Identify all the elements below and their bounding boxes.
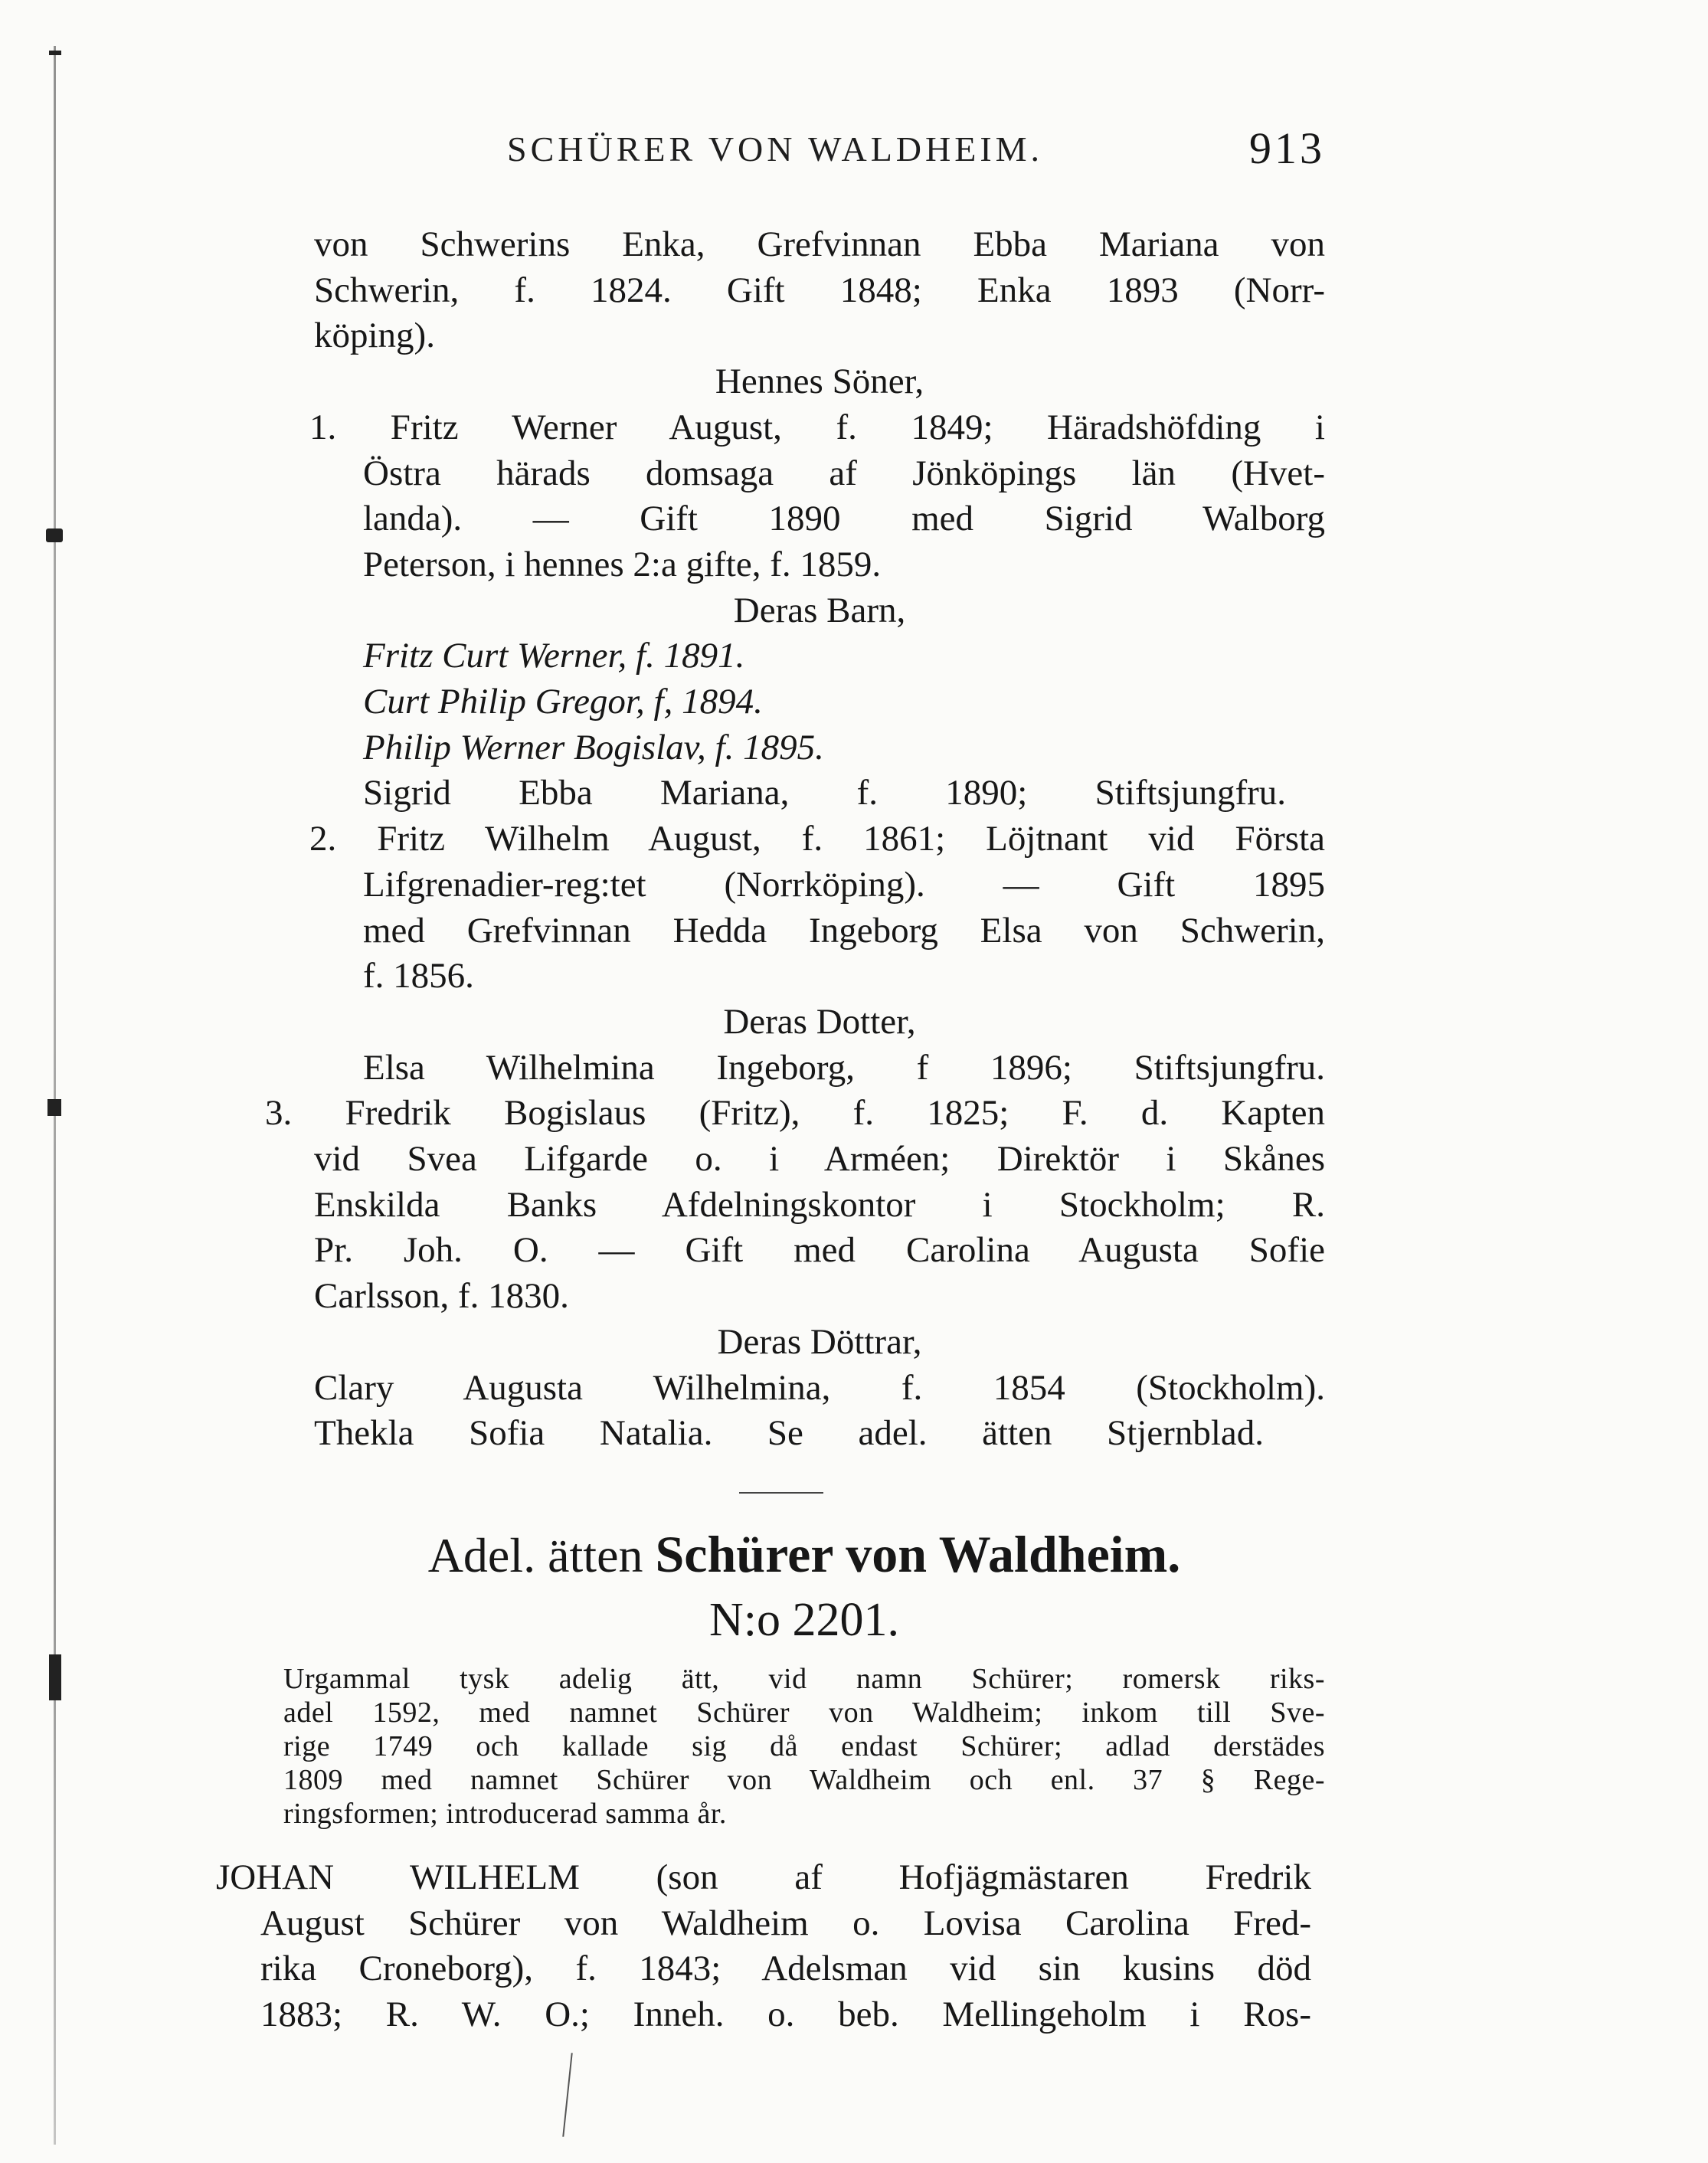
family-head-entry <box>216 1855 1311 2037</box>
intro-line: rige 1749 och kallade sig då endast Schürer; adlad derstädes <box>283 1730 1325 1762</box>
binding-edge <box>54 46 56 2145</box>
section-divider <box>739 1492 823 1494</box>
edge-mark <box>49 1654 61 1700</box>
edge-mark <box>47 1099 61 1116</box>
continued-genealogy <box>265 222 1325 1457</box>
edge-mark <box>49 51 61 55</box>
child-line: Elsa Wilhelmina Ingeborg, f 1896; Stiftsjungfru. <box>363 1047 1325 1088</box>
running-title: SCHÜRER VON WALDHEIM. <box>507 129 1044 169</box>
text-line: köping). <box>314 316 435 356</box>
child-line: Fritz Curt Werner, f. 1891. <box>363 636 745 676</box>
entry-line: Östra härads domsaga af Jönköpings län (Hvet- <box>363 453 1325 493</box>
child-line: Clary Augusta Wilhelmina, f. 1854 (Stockholm). <box>314 1367 1325 1408</box>
family-introduction <box>283 1662 1325 1831</box>
intro-line: ringsformen; introducerad samma år. <box>283 1798 727 1830</box>
child-line: Philip Werner Bogislav, f. 1895. <box>363 727 824 767</box>
entry-line: Lifgrenadier-reg:tet (Norrköping). — Gift 1895 <box>363 864 1325 905</box>
family-title <box>306 1524 1302 1585</box>
entry-line: med Grefvinnan Hedda Ingeborg Elsa von Schwerin, <box>363 910 1325 951</box>
family-title-name: Schürer von Waldheim. <box>655 1525 1181 1583</box>
text-line: Schwerin, f. 1824. Gift 1848; Enka 1893 (Norr- <box>314 270 1325 310</box>
page-mark <box>562 2053 572 2137</box>
entry-line: Pr. Joh. O. — Gift med Carolina Augusta Sofie <box>314 1230 1325 1271</box>
entry-line: f. 1856. <box>363 956 474 996</box>
page-header <box>314 123 1325 176</box>
entry-line: Peterson, i hennes 2:a gifte, f. 1859. <box>363 544 882 584</box>
entry-line: 1. Fritz Werner August, f. 1849; Häradshöfding i <box>309 407 1325 447</box>
child-line: Thekla Sofia Natalia. Se adel. ätten Stjernblad. <box>314 1413 1264 1454</box>
section-heading: Deras Dotter, <box>723 1001 916 1042</box>
intro-line: 1809 med namnet Schürer von Waldheim och enl. 37 § Rege- <box>283 1764 1325 1796</box>
entry-line: 2. Fritz Wilhelm August, f. 1861; Löjtnant vid Första <box>309 819 1325 859</box>
section-heading: Hennes Söner, <box>715 362 924 402</box>
entry-line: JOHAN WILHELM (son af Hofjägmästaren Fredrik <box>216 1857 1311 1897</box>
page-number: 913 <box>1249 123 1325 173</box>
entry-line: vid Svea Lifgarde o. i Arméen; Direktör i Skånes <box>314 1139 1325 1180</box>
section-heading: Deras Döttrar, <box>717 1321 922 1362</box>
entry-line: Enskilda Banks Afdelningskontor i Stockholm; R. <box>314 1184 1325 1225</box>
child-line: Sigrid Ebba Mariana, f. 1890; Stiftsjungfru. <box>363 773 1286 813</box>
entry-line: rika Croneborg), f. 1843; Adelsman vid sin kusins död <box>260 1949 1311 1988</box>
section-heading: Deras Barn, <box>733 590 906 630</box>
entry-line: Carlsson, f. 1830. <box>314 1276 569 1317</box>
family-title-prefix: Adel. ätten <box>427 1528 643 1582</box>
entry-line: 3. Fredrik Bogislaus (Fritz), f. 1825; F. d. Kapten <box>265 1093 1325 1134</box>
intro-line: Urgammal tysk adelig ätt, vid namn Schürer; romersk riks- <box>283 1663 1325 1695</box>
intro-line: adel 1592, med namnet Schürer von Waldheim; inkom till Sve- <box>283 1697 1325 1729</box>
entry-line: 1883; R. W. O.; Inneh. o. beb. Mellingeholm i Ros- <box>260 1994 1311 2034</box>
edge-mark <box>46 528 63 542</box>
family-number: N:o 2201. <box>709 1594 899 1646</box>
text-line: von Schwerins Enka, Grefvinnan Ebba Mariana von <box>314 224 1325 264</box>
entry-line: August Schürer von Waldheim o. Lovisa Carolina Fred- <box>260 1903 1311 1943</box>
entry-line: landa). — Gift 1890 med Sigrid Walborg <box>363 499 1325 539</box>
child-line: Curt Philip Gregor, f, 1894. <box>363 682 763 722</box>
